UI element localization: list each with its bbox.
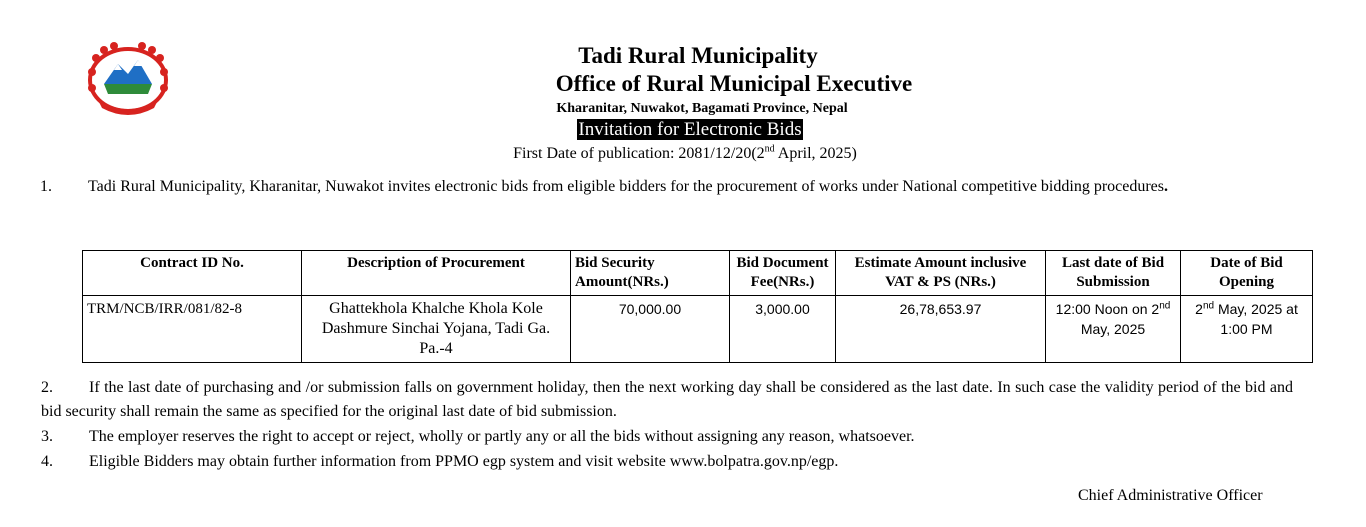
cell-submission-date-b: May, 2025 (1080, 321, 1146, 337)
paragraph-4 (41, 450, 838, 474)
cell-submission-date (1046, 296, 1181, 363)
cell-opening-date (1181, 296, 1313, 363)
bids-table (82, 250, 1313, 363)
paragraph-3-number: 3. (41, 428, 53, 445)
header-submission-date: Last date of Bid Submission (1046, 251, 1181, 296)
cell-doc-fee: 3,000.00 (730, 296, 836, 363)
cell-contract-id: TRM/NCB/IRR/081/82-8 (83, 296, 302, 363)
cell-submission-date-sup: nd (1159, 300, 1171, 312)
paragraph-1-text: Tadi Rural Municipality, Kharanitar, Nuwakot invites electronic bids from eligible bidders for the procurement of works under National competitive bidding procedures (88, 178, 1165, 195)
header-contract-id: Contract ID No. (83, 251, 302, 296)
cell-bid-security: 70,000.00 (571, 296, 730, 363)
paragraph-1-end: . (1164, 178, 1169, 195)
notice-title (0, 118, 1366, 141)
signature-title: Chief Administrative Officer (1078, 487, 1263, 504)
paragraph-2-number: 2. (41, 379, 53, 396)
publication-date-suffix: April, 2025) (774, 145, 857, 162)
paragraph-4-number: 4. (41, 453, 53, 470)
paragraph-1-number: 1. (40, 178, 52, 195)
paragraph-4-text: Eligible Bidders may obtain further information from PPMO egp system and visit website www.bolpatra.gov.np/egp. (89, 453, 839, 470)
header-doc-fee: Bid Document Fee(NRs.) (730, 251, 836, 296)
cell-description: Ghattekhola Khalche Khola Kole Dashmure Sinchai Yojana, Tadi Ga. Pa.-4 (302, 296, 571, 363)
paragraph-1 (40, 175, 1294, 199)
office-name: Office of Rural Municipal Executive (555, 71, 913, 96)
municipality-name: Tadi Rural Municipality (578, 43, 818, 68)
office-address: Kharanitar, Nuwakot, Bagamati Province, Nepal (556, 101, 848, 116)
publication-date-sup: nd (764, 143, 775, 155)
cell-opening-date-sup: nd (1202, 300, 1215, 312)
header-estimate: Estimate Amount inclusive VAT & PS (NRs.) (836, 251, 1046, 296)
notice-title-text: Invitation for Electronic Bids (578, 119, 802, 140)
cell-opening-date-a: 2 (1195, 301, 1203, 317)
publication-date (0, 144, 1366, 164)
paragraph-3-text: The employer reserves the right to accept or reject, wholly or partly any or all the bids without assigning any reason, whatsoever. (89, 428, 915, 445)
paragraph-2-text: If the last date of purchasing and /or submission falls on government holiday, then the next working day shall be considered as the last date. In such case the validity period of the bid and bid security shall remain the same as specified for the original last date of bid submission. (41, 379, 1293, 420)
cell-estimate: 26,78,653.97 (836, 296, 1046, 363)
header-opening-date: Date of Bid Opening (1181, 251, 1313, 296)
header-description: Description of Procurement (302, 251, 571, 296)
paragraph-2 (41, 376, 1293, 424)
cell-opening-date-b: May, 2025 at 1:00 PM (1214, 301, 1298, 337)
header-bid-security: Bid Security Amount(NRs.) (571, 251, 730, 296)
cell-submission-date-a: 12:00 Noon on 2 (1055, 301, 1160, 317)
paragraph-3 (41, 425, 915, 449)
publication-date-prefix: First Date of publication: 2081/12/20(2 (513, 145, 765, 162)
table-header-row (83, 251, 1313, 296)
table-row (83, 296, 1313, 363)
